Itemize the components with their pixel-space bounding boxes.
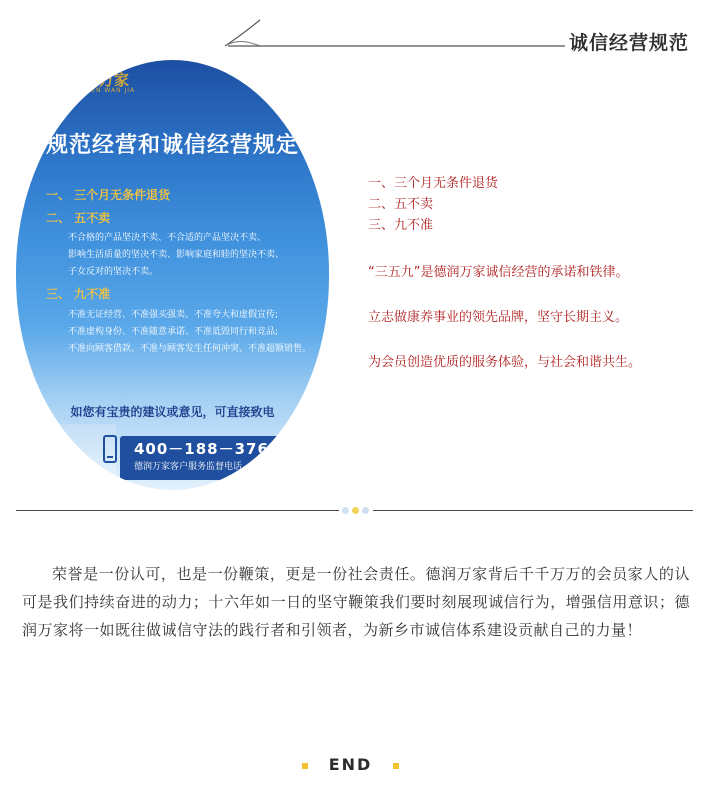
poster-section-heading: 二、 五不卖 [46, 211, 111, 225]
poster-title: 规范经营和诚信经营规定 [45, 133, 299, 158]
poster-rule-line: 影响生活质量的坚决不卖、影响家庭和睦的坚决不卖、 [68, 250, 285, 260]
decorative-swoosh-icon [220, 18, 565, 50]
poster-rule-line: 子女反对的坚决不卖。 [68, 267, 159, 277]
hotline-label: 德润万家客户服务监督电话 [134, 462, 243, 472]
poster-rule-line: 不准虚构身份、不准随意承诺、不准诋毁同行和竞品; [68, 327, 279, 337]
phone-icon [102, 434, 118, 464]
brand-logo: 润万家 [84, 71, 130, 89]
body-paragraph: 荣誉是一份认可，也是一份鞭策，更是一份社会责任。德润万家背后千千万万的会员家人的认可是我们持续奋进的动力；十六年如一日的坚守鞭策我们要时刻展现诚信行为，增强信用意识；德润万家将一如既往做诚信守法的践行者和引领者，为新乡市诚信体系建设贡献自己的力量！ [22, 565, 690, 639]
square-bullet-icon [393, 763, 399, 769]
section-title: 诚信经营规范 [568, 32, 689, 54]
hotline-number: 400－188－3767 [134, 440, 281, 458]
poster-section-heading: 一、 三个月无条件退货 [46, 188, 171, 202]
commitment-statement: “三五九”是德润万家诚信经营的承诺和铁律。 [368, 265, 629, 280]
poster-rule-line: 不准向顾客借款、不准与顾客发生任何冲突、不准超额销售。 [68, 344, 312, 354]
rule-list-item: 二、五不卖 [368, 197, 434, 212]
integrity-poster [16, 60, 329, 490]
section-header [0, 0, 701, 70]
square-bullet-icon [302, 763, 308, 769]
dot-icon [362, 507, 369, 514]
end-label: END [328, 755, 373, 774]
poster-call-text: 如您有宝贵的建议或意见，可直接致电 [70, 405, 275, 419]
brand-logo-sub: REN WAN JIA [86, 87, 136, 94]
dot-icon [352, 507, 359, 514]
poster-rule-line: 不合格的产品坚决不卖、不合适的产品坚决不卖、 [68, 233, 267, 243]
rule-list-item: 三、九不准 [368, 218, 434, 233]
rule-list-item: 一、三个月无条件退货 [368, 176, 499, 191]
divider-dots [339, 504, 373, 516]
poster-section-heading: 三、 九不准 [46, 287, 111, 301]
end-footer [0, 755, 701, 774]
dot-icon [342, 507, 349, 514]
commitment-statement: 立志做康养事业的领先品牌，坚守长期主义。 [368, 310, 629, 325]
commitment-statement: 为会员创造优质的服务体验，与社会和谐共生。 [368, 355, 642, 370]
poster-rule-line: 不准无证经营、不准强买强卖、不准夸大和虚假宣传; [68, 310, 279, 320]
